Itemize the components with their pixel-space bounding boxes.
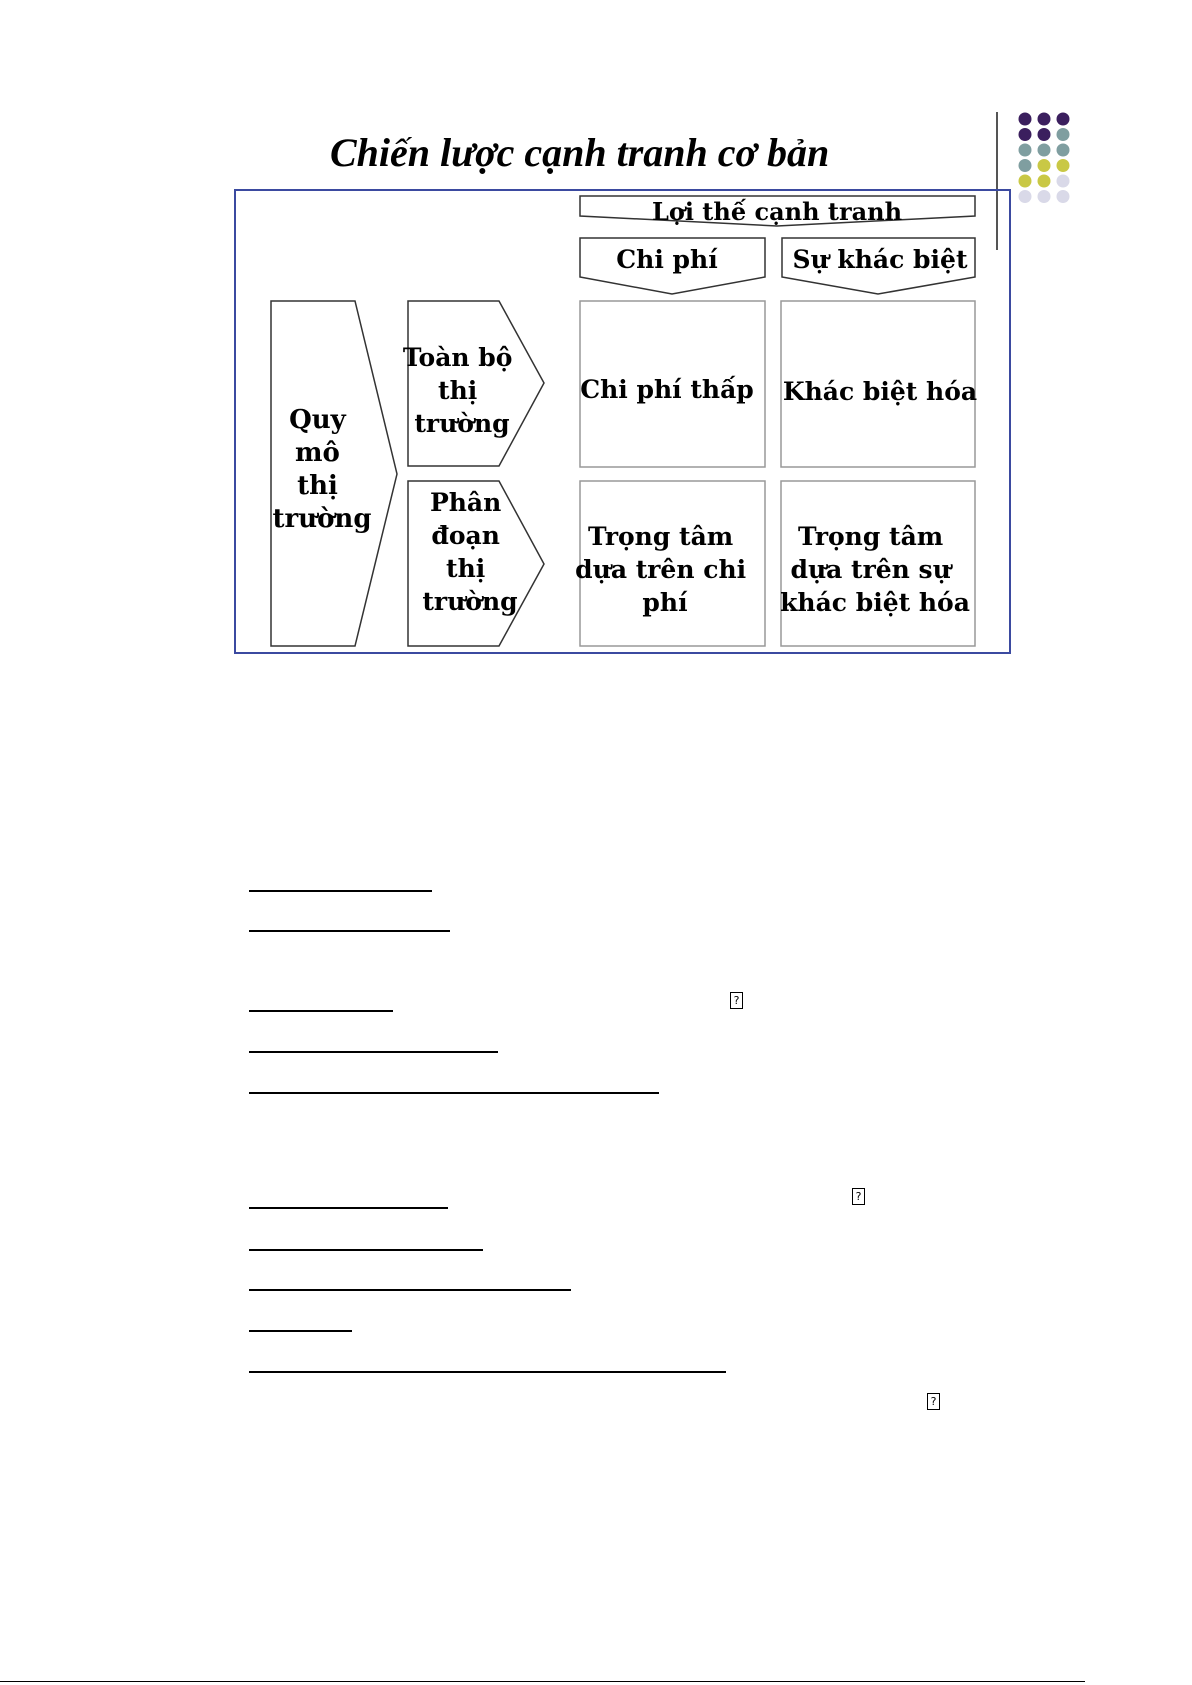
cost-header-label: Chi phí bbox=[616, 245, 718, 274]
underline-6 bbox=[249, 1207, 448, 1209]
decorative-dot bbox=[1019, 159, 1032, 172]
market-scope-label: Quy mô thị trường bbox=[272, 405, 372, 534]
underline-3 bbox=[249, 1010, 393, 1012]
footer-rule bbox=[0, 1681, 1085, 1682]
slide-title: Chiến lược cạnh tranh cơ bản bbox=[330, 130, 830, 175]
underline-1 bbox=[249, 890, 432, 892]
decorative-dot bbox=[1038, 190, 1051, 203]
differentiation-header-label: Sự khác biệt bbox=[792, 245, 968, 274]
decorative-dot bbox=[1038, 113, 1051, 126]
cell-differentiation-label: Khác biệt hóa bbox=[782, 377, 978, 406]
decorative-dot bbox=[1019, 144, 1032, 157]
decorative-dot bbox=[1038, 159, 1051, 172]
missing-glyph-icon: ? bbox=[730, 992, 743, 1009]
decorative-dot bbox=[1057, 190, 1070, 203]
decorative-dot bbox=[1019, 190, 1032, 203]
whole-market-label: Toàn bộ thị trường bbox=[402, 343, 513, 438]
decorative-dot bbox=[1019, 113, 1032, 126]
decorative-dot bbox=[1038, 175, 1051, 188]
underline-10 bbox=[249, 1371, 726, 1373]
cell-diff-focus-label: Trọng tâm dựa trên sự khác biệt hóa bbox=[780, 522, 970, 617]
decorative-dot bbox=[1057, 113, 1070, 126]
strategy-slide bbox=[0, 0, 1192, 680]
underline-9 bbox=[249, 1330, 352, 1332]
cell-cost-focus-label: Trọng tâm dựa trên chi phí bbox=[575, 522, 747, 617]
market-segment-label: Phân đoạn thị trường bbox=[422, 488, 518, 616]
cell-low-cost-label: Chi phí thấp bbox=[580, 375, 754, 404]
missing-glyph-icon: ? bbox=[927, 1393, 940, 1410]
underline-8 bbox=[249, 1289, 571, 1291]
decorative-dot bbox=[1019, 128, 1032, 141]
underline-5 bbox=[249, 1092, 659, 1094]
decorative-dot bbox=[1038, 144, 1051, 157]
underline-2 bbox=[249, 930, 450, 932]
decorative-dot-grid bbox=[1019, 113, 1070, 204]
decorative-dot bbox=[1057, 144, 1070, 157]
decorative-dot bbox=[1057, 175, 1070, 188]
decorative-dot bbox=[1057, 159, 1070, 172]
decorative-dot bbox=[1057, 128, 1070, 141]
underline-4 bbox=[249, 1051, 498, 1053]
missing-glyph-icon: ? bbox=[852, 1188, 865, 1205]
underline-7 bbox=[249, 1249, 483, 1251]
decorative-dot bbox=[1019, 175, 1032, 188]
decorative-dot bbox=[1038, 128, 1051, 141]
advantage-header-label: Lợi thế cạnh tranh bbox=[651, 197, 903, 226]
